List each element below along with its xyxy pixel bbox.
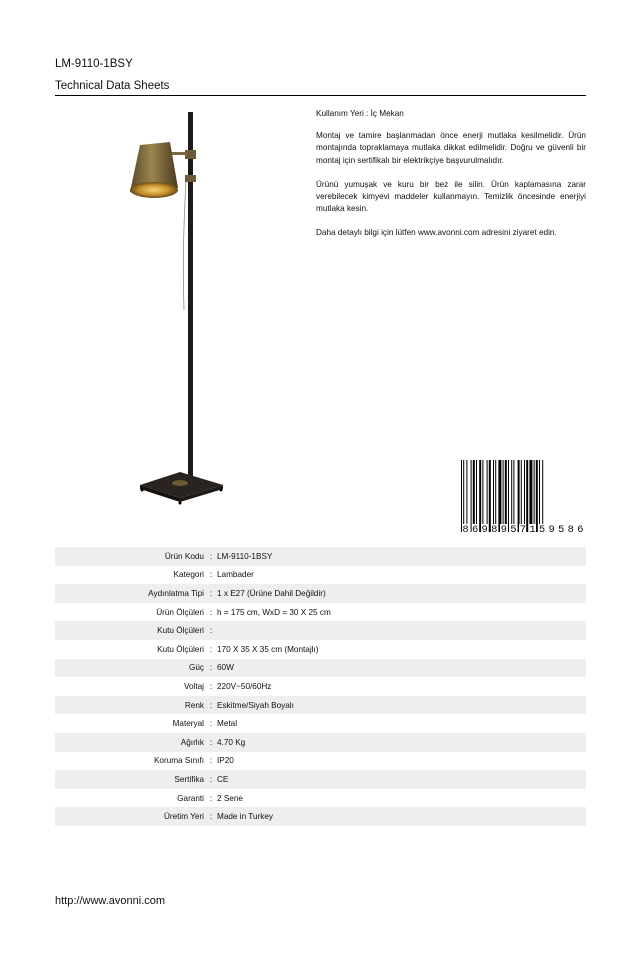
spec-value: Metal <box>217 719 238 729</box>
spec-separator: : <box>209 737 213 747</box>
spec-row <box>55 752 586 771</box>
spec-separator: : <box>209 607 213 617</box>
spec-separator: : <box>209 570 213 580</box>
barcode-digit: 8 <box>567 524 574 536</box>
spec-row <box>55 566 586 585</box>
spec-value: Eskitme/Siyah Boyalı <box>217 700 294 710</box>
spec-value: h = 175 cm, WxD = 30 X 25 cm <box>217 607 331 617</box>
spec-value: Lambader <box>217 570 254 580</box>
spec-row <box>55 770 586 789</box>
installation-warning: Montaj ve tamire başlanmadan önce enerji mutlaka kesilmelidir. Ürün montajında topraklamaya mutlaka dikkat edilmelidir. Doğru ve güvenli bir montaj için sertifikalı bir elektrikçiye başvurulmalıdır. <box>316 131 586 165</box>
cleaning-instructions: Ürünü yumuşak ve kuru bir bez ile silin. Ürün kaplamasına zarar verebilecek kimyevi maddeler kullanmayın. Temizlik öncesinde enerjiyi mutlaka kesin. <box>316 179 586 214</box>
spec-row <box>55 603 586 622</box>
barcode-digit: 5 <box>558 524 565 536</box>
spec-row <box>55 733 586 752</box>
barcode-digit: 5 <box>510 524 517 536</box>
spec-separator: : <box>209 756 213 766</box>
spec-label: Güç <box>188 663 204 673</box>
spec-label: Materyal <box>172 719 204 729</box>
spec-label: Ürün Kodu <box>164 551 204 561</box>
spec-value: 1 x E27 (Ürüne Dahil Değildir) <box>217 588 326 598</box>
spec-value: LM-9110-1BSY <box>217 551 273 561</box>
document-subtitle: Technical Data Sheets <box>55 80 170 92</box>
barcode-digit: 1 <box>529 524 536 536</box>
barcode-digit: 8 <box>491 524 498 536</box>
spec-separator: : <box>209 626 213 636</box>
product-code: LM-9110-1BSY <box>55 58 133 70</box>
spec-row <box>55 807 586 826</box>
spec-label: Kutu Ölçüleri <box>157 626 204 636</box>
barcode-digits <box>460 522 586 538</box>
floor-lamp-illustration <box>118 100 238 510</box>
spec-separator: : <box>209 774 213 784</box>
barcode-digit: 5 <box>538 524 546 536</box>
spec-label: Kutu Ölçüleri <box>157 644 204 654</box>
spec-label: Garanti <box>177 793 204 803</box>
spec-separator: : <box>209 551 213 561</box>
footer-url: http://www.avonni.com <box>55 895 166 907</box>
barcode-digit: 9 <box>481 524 488 536</box>
barcode <box>460 460 586 540</box>
spec-label: Ürün Ölçüleri <box>156 607 204 617</box>
spec-label: Sertifika <box>174 774 204 784</box>
spec-row <box>55 640 586 659</box>
barcode-digit: 9 <box>548 524 555 536</box>
spec-label: Renk <box>184 700 204 710</box>
spec-value: 220V~50/60Hz <box>217 681 272 691</box>
spec-separator: : <box>209 588 213 598</box>
barcode-digit: 6 <box>577 524 584 536</box>
spec-separator: : <box>209 719 213 729</box>
spec-row <box>55 696 586 715</box>
spec-separator: : <box>209 793 213 803</box>
spec-label: Voltaj <box>183 681 204 691</box>
product-image <box>118 100 238 510</box>
barcode-digit: 7 <box>519 524 527 536</box>
spec-separator: : <box>209 700 213 710</box>
spec-row <box>55 621 586 640</box>
spec-row <box>55 584 586 603</box>
more-info-note: Daha detaylı bilgi için lütfen www.avonni.com adresini ziyaret edin. <box>316 228 557 238</box>
spec-separator: : <box>209 681 213 691</box>
usage-location: Kullanım Yeri : İç Mekan <box>316 109 404 118</box>
spec-value: 4.70 Kg <box>217 737 246 747</box>
barcode-digit: 6 <box>471 524 479 536</box>
spec-row <box>55 659 586 678</box>
spec-row <box>55 714 586 733</box>
spec-label: Koruma Sınıfı <box>153 756 204 766</box>
spec-separator: : <box>209 663 213 673</box>
spec-label: Kategori <box>173 570 204 580</box>
header-divider <box>55 95 586 96</box>
spec-label: Ağırlık <box>180 737 204 747</box>
spec-value: 60W <box>217 663 234 673</box>
spec-value: IP20 <box>217 756 234 766</box>
spec-row <box>55 789 586 808</box>
spec-label: Üretim Yeri <box>163 812 204 822</box>
spec-value: 170 X 35 X 35 cm (Montajlı) <box>217 644 319 654</box>
barcode-digit: 9 <box>500 524 507 536</box>
usage-description <box>316 108 586 252</box>
spec-separator: : <box>209 644 213 654</box>
spec-row <box>55 677 586 696</box>
spec-row <box>55 547 586 566</box>
spec-label: Aydınlatma Tipi <box>148 588 204 598</box>
spec-separator: : <box>209 812 213 822</box>
spec-value: Made in Turkey <box>217 812 273 822</box>
spec-table <box>55 547 586 826</box>
barcode-digit: 8 <box>462 524 469 536</box>
spec-value: 2 Sene <box>217 793 243 803</box>
spec-value: CE <box>217 774 229 784</box>
